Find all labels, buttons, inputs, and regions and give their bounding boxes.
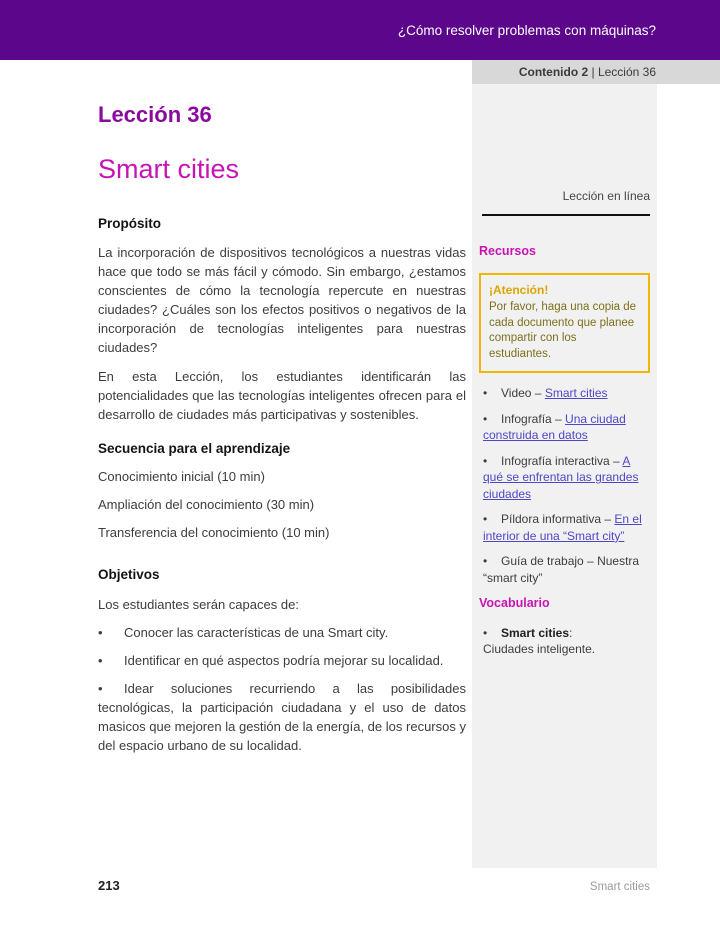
- lesson-number-heading: Lección 36: [98, 102, 212, 127]
- resource-item-infografia-interactiva: [479, 453, 650, 503]
- bullet-icon: •: [98, 653, 103, 669]
- resource-link-en-el-interior-de-una-smart-city[interactable]: En el interior de una “Smart city”: [483, 512, 642, 543]
- attention-body: Por favor, haga una copia de cada documento que planee compartir con los estudiantes.: [489, 301, 637, 360]
- vocab-definition: Ciudades inteligente.: [483, 642, 596, 657]
- objective-text: Identificar en qué aspectos podría mejorar su localidad.: [124, 653, 444, 669]
- objetivos-heading: Objetivos: [98, 566, 160, 582]
- attention-box: [479, 273, 650, 373]
- bullet-icon: •: [483, 385, 488, 400]
- resources-list: [479, 385, 650, 586]
- resources-heading: Recursos: [479, 243, 536, 258]
- proposito-paragraph-1: La incorporación de dispositivos tecnológicos a nuestras vidas hace que todo se más fácil y cómodo. Sin embargo, ¿estamos conscientes de cómo la tecnología repercute en nuestras ciudades? ¿Cuáles son los efectos positivos o negativos de la incorporación de tecnologías inteligentes para nuestras ciudades?: [98, 245, 466, 356]
- resource-prefix: Video –: [501, 385, 545, 400]
- online-lesson-label: Lección en línea: [562, 189, 650, 203]
- objetivos-intro: Los estudiantes serán capaces de:: [98, 596, 299, 612]
- bullet-icon: •: [483, 453, 488, 468]
- sidebar: [472, 84, 657, 868]
- resource-item-infografia: [479, 411, 650, 444]
- objective-item-1: [98, 624, 466, 643]
- objective-text: Conocer las características de una Smart city.: [124, 625, 389, 641]
- secuencia-heading: Secuencia para el aprendizaje: [98, 441, 291, 457]
- proposito-heading: Propósito: [98, 215, 161, 231]
- resource-prefix: Infografía –: [501, 411, 566, 426]
- resource-link-video-smart-cities[interactable]: Smart cities: [544, 385, 608, 400]
- footer-title: Smart cities: [589, 881, 650, 893]
- vocab-colon: :: [569, 625, 573, 640]
- divider-rule: [482, 214, 650, 216]
- bullet-icon: •: [483, 625, 488, 640]
- secuencia-item-3: Transferencia del conocimiento (10 min): [98, 524, 330, 540]
- resource-text: Guía de trabajo – Nuestra “smart city”: [483, 554, 640, 585]
- vocab-term: Smart cities: [501, 625, 570, 640]
- secuencia-item-2: Ampliación del conocimiento (30 min): [98, 496, 315, 512]
- proposito-paragraph-2: En esta Lección, los estudiantes identificarán las potencialidades que las tecnologías inteligentes ofrecen para el desarrollo de ciudades más participativas y sostenibles.: [98, 369, 466, 423]
- resource-link-una-ciudad-construida-en-datos[interactable]: Una ciudad construida en datos: [483, 411, 626, 443]
- bullet-icon: •: [483, 512, 488, 527]
- secuencia-item-1: Conocimiento inicial (10 min): [98, 468, 265, 484]
- resource-item-pildora: [479, 511, 650, 544]
- resource-prefix: Píldora informativa –: [501, 512, 615, 527]
- main-content: [98, 84, 466, 756]
- resource-item-video: [479, 385, 650, 402]
- vocabulary-heading: Vocabulario: [479, 596, 550, 611]
- top-header-bar: [0, 0, 720, 60]
- bullet-icon: •: [483, 554, 488, 569]
- header-question-title: ¿Cómo resolver problemas con máquinas?: [397, 22, 656, 38]
- tab-lesson-label: | Lección 36: [588, 65, 656, 79]
- resource-link-a-que-se-enfrentan-las-grandes-ciudades[interactable]: A qué se enfrentan las grandes ciudades: [483, 453, 639, 501]
- objective-text: Idear soluciones recurriendo a las posibilidades tecnológicas, la participación ciudadana y el uso de datos masicos que mejoren la gestión de la energía, de los recursos y del espacio urbano de su localidad.: [98, 681, 466, 754]
- bullet-icon: •: [483, 411, 488, 426]
- objective-item-3: [98, 680, 466, 756]
- objective-item-2: [98, 652, 466, 671]
- vocabulary-item: [479, 625, 650, 658]
- page-number: 213: [98, 878, 120, 893]
- page-title: Smart cities: [98, 154, 240, 185]
- resource-prefix: Infografía interactiva –: [501, 453, 623, 468]
- bullet-icon: •: [98, 625, 103, 641]
- resource-item-guia: [479, 553, 650, 586]
- content-tab-strip: [472, 60, 720, 84]
- attention-title: ¡Atención!: [489, 282, 549, 297]
- tab-content-label: Contenido 2: [518, 65, 589, 79]
- bullet-icon: •: [98, 681, 103, 697]
